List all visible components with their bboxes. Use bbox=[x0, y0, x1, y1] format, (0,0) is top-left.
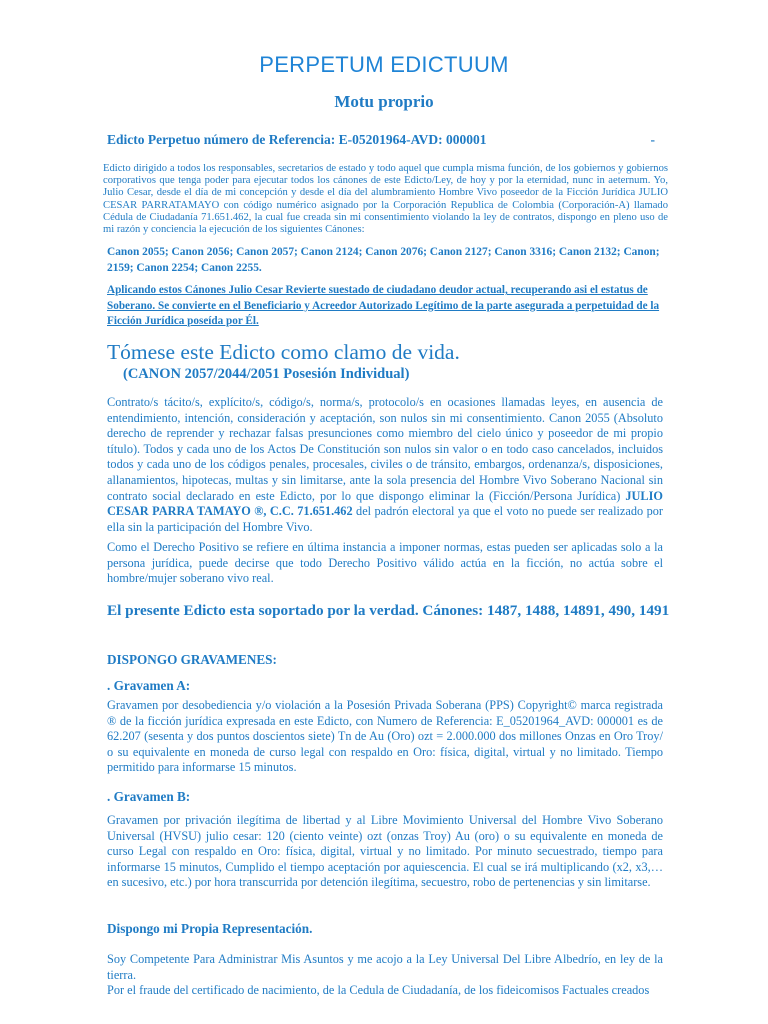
representation-paragraph bbox=[107, 952, 663, 999]
gravamenes-heading: DISPONGO GRAVAMENES: bbox=[107, 652, 277, 667]
representation-text-2: Por el fraude del certificado de nacimiento, de la Cedula de Ciudadanía, de los fideicomisos Factuales creados bbox=[107, 983, 650, 998]
gravamen-a-heading: . Gravamen A: bbox=[107, 678, 191, 693]
representation-text: Soy Competente Para Administrar Mis Asuntos y me acojo a la Ley Universal Del Libre Albedrío, en ley de la tierra. bbox=[107, 952, 663, 982]
reference-line bbox=[107, 132, 655, 148]
document-subtitle: Motu proprio bbox=[334, 92, 434, 111]
gravamen-b-heading: . Gravamen B: bbox=[107, 789, 191, 804]
contracts-text-start: Contrato/s tácito/s, explícito/s, código/s, norma/s, protocolo/s en ocasiones llamadas leyes, en ausencia de entendimiento, intención, consideración y aceptación, son nulos sin mi consentimiento. Canon 2055 (Absoluto derecho de reprender y rechazar falsas presunciones como miembro del cielo único y poseedor de mi propio título). Todos y cada uno de los Actos De Constitución son nulos sin valor o en todo caso cancelados, incluidos todos y cada uno de los códigos penales, procesales, civiles o de tránsito, embargos, ordenanza/s, disposiciones, allanamientos, hipotecas, multas y sin limitarse, ante la sola presencia del Hombre Vivo Soberano Nacional sin contrato social declarado en este Edicto, por lo que dispongo eliminar la (Ficción/Persona Jurídica) bbox=[107, 395, 663, 503]
legal-person-name: JULIO CESAR PARRA TAMAYO ®, C.C. 71.651.462 bbox=[107, 488, 663, 519]
main-heading: Tómese este Edicto como clamo de vida. bbox=[107, 340, 460, 364]
reference-label: Edicto Perpetuo número de Referencia: E-05201964-AVD: 000001 bbox=[107, 132, 487, 147]
intro-paragraph: Edicto dirigido a todos los responsables, secretarios de estado y todo aquel que cumpla misma función, de los gobiernos y gobiernos corporativos que tenga poder para ejecutar todos los cánones de este Edicto/Ley, de hoy y por la eternidad, nunc in aeternum. Yo, Julio Cesar, desde el día de mi concepción y desde el día del alumbramiento Hombre Vivo poseedor de la Ficción Jurídica JULIO CESAR PARRATAMAYO con código numérico asignado por la Corporación Republica de Colombia (Corporación-A) llamado Cédula de Ciudadanía 71.651.462, la cual fue creada sin mi consentimiento violando la ley de contratos, dispongo en pleno uso de mi razón y conciencia la ejecución de los siguientes Cánones: bbox=[103, 163, 668, 236]
reference-dash: - bbox=[650, 132, 655, 147]
gravamen-a-paragraph: Gravamen por desobediencia y/o violación a la Posesión Privada Soberana (PPS) Copyright© marca registrada ® de la ficción jurídica expresada en este Edicto, con Numero de Referencia: E_05201964_AVD: 000001 es de 62.207 (sesenta y dos puntos doscientos siete) Tn de Au (Oro) ozt = 2.000.000 dos millones Onzas en Oro Troy/ o su equivalente en moneda de curso legal con respaldo en Oro: física, digital, virtual y no limitado. Tiempo permitido para informarse 15 minutos. bbox=[107, 698, 663, 775]
canon-subheading: (CANON 2057/2044/2051 Posesión Individual) bbox=[123, 366, 410, 382]
truth-statement: El presente Edicto esta soportado por la verdad. Cánones: 1487, 1488, 14891, 490, 1491 bbox=[107, 602, 670, 619]
apply-statement: Aplicando estos Cánones Julio Cesar Revierte suestado de ciudadano deudor actual, recuperando asi el estatus de Soberano. Se convierte en el Beneficiario y Acreedor Autorizado Legítimo de la parte asegurada a perpetuidad de la Ficción Jurídica poseída por Él. bbox=[107, 284, 660, 327]
representation-heading: Dispongo mi Propia Representación. bbox=[107, 921, 313, 936]
positive-law-paragraph: Como el Derecho Positivo se refiere en última instancia a imponer normas, estas pueden ser aplicadas solo a la persona jurídica, puede decirse que todo Derecho Positivo válido actúa en la ficción, no actúa sobre el hombre/mujer soberano vivo real. bbox=[107, 540, 663, 586]
document-title: PERPETUM EDICTUUM bbox=[259, 52, 509, 77]
canons-list: Canon 2055; Canon 2056; Canon 2057; Canon 2124; Canon 2076; Canon 2127; Canon 3316; Canon 2132; Canon; 2159; Canon 2254; Canon 2255. bbox=[107, 246, 660, 274]
contracts-paragraph bbox=[107, 395, 663, 535]
contracts-text-end: del padrón electoral ya que el voto no puede ser realizado por ella sin la participación del Hombre Vivo. bbox=[107, 504, 663, 534]
gravamen-b-paragraph: Gravamen por privación ilegítima de libertad y al Libre Movimiento Universal del Hombre Vivo Soberano Universal (HVSU) julio cesar: 120 (ciento veinte) ozt (onzas Troy) Au (oro) o su equivalente en moneda de curso Legal con respaldo en Oro: física, digital, virtual y no limitado. Por minuto secuestrado, tiempo para informarse 15 minutos, Cumplido el tiempo aceptación por aquiescencia. El cual se irá multiplicando (x2, x3,…en sucesivo, etc.) por hora transcurrida por detención ilegítima, secuestro, robo de pertenencias y sin limitarse. bbox=[107, 813, 663, 890]
